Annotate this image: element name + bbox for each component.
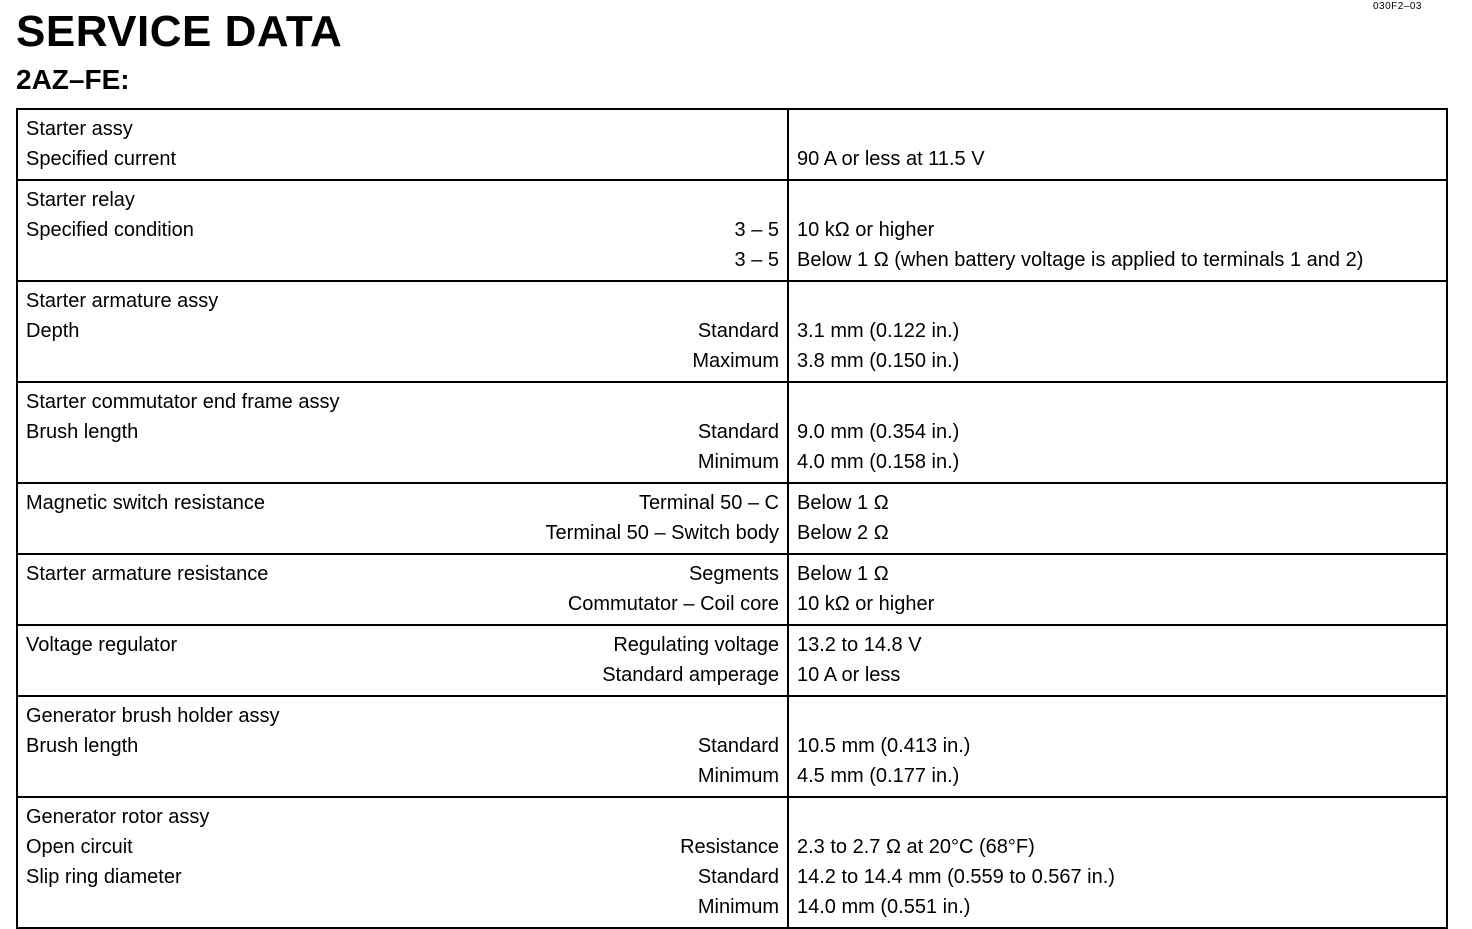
condition-label: Minimum <box>697 896 779 918</box>
spec-value: 14.0 mm (0.551 in.) <box>797 896 971 918</box>
item-cell <box>17 180 788 281</box>
item-line <box>26 892 779 922</box>
page-title: SERVICE DATA <box>16 7 343 56</box>
condition-label: Terminal 50 – Switch body <box>545 522 779 544</box>
item-label: Slip ring diameter <box>26 866 182 888</box>
document-code: 030F2–03 <box>1372 1 1422 12</box>
condition-label: 3 – 5 <box>734 249 779 271</box>
item-cell <box>17 696 788 797</box>
condition-label: Standard <box>697 421 779 443</box>
condition-label: Commutator – Coil core <box>567 593 779 615</box>
item-label: Depth <box>26 320 80 342</box>
item-label: Starter relay <box>26 189 135 211</box>
spec-value: Below 1 Ω <box>797 563 889 585</box>
spec-value <box>797 701 1438 731</box>
item-line <box>26 488 779 518</box>
condition-label: Resistance <box>680 836 779 858</box>
condition-label: Standard <box>697 735 779 757</box>
spec-value: 4.5 mm (0.177 in.) <box>797 765 960 787</box>
value-cell <box>788 281 1447 382</box>
spec-value: 10 kΩ or higher <box>797 219 935 241</box>
item-line <box>26 559 779 589</box>
item-label: Magnetic switch resistance <box>26 492 265 514</box>
spec-value: 10 kΩ or higher <box>797 593 935 615</box>
condition-label: Minimum <box>697 765 779 787</box>
condition-label: Terminal 50 – C <box>638 492 779 514</box>
value-cell <box>788 554 1447 625</box>
item-label: Generator rotor assy <box>26 806 210 828</box>
item-line <box>26 802 779 832</box>
item-label: Starter armature assy <box>26 290 219 312</box>
table-row <box>17 180 1447 281</box>
spec-value: 13.2 to 14.8 V <box>797 634 922 656</box>
item-label: Starter commutator end frame assy <box>26 391 340 413</box>
condition-label: 3 – 5 <box>734 219 779 241</box>
item-line <box>26 417 779 447</box>
condition-label: Minimum <box>697 451 779 473</box>
item-cell <box>17 109 788 180</box>
condition-label: Maximum <box>692 350 779 372</box>
item-line <box>26 660 779 690</box>
value-cell <box>788 382 1447 483</box>
spec-value: 10 A or less <box>797 664 901 686</box>
item-line <box>26 630 779 660</box>
condition-label: Standard <box>697 320 779 342</box>
spec-value: Below 1 Ω <box>797 492 889 514</box>
spec-value <box>797 114 1438 144</box>
item-line <box>26 518 779 548</box>
item-line <box>26 144 779 174</box>
item-line <box>26 731 779 761</box>
item-line <box>26 346 779 376</box>
table-row <box>17 696 1447 797</box>
engine-subtitle: 2AZ–FE: <box>16 64 130 95</box>
value-cell <box>788 180 1447 281</box>
item-cell <box>17 797 788 928</box>
spec-value: Below 1 Ω (when battery voltage is applied to terminals 1 and 2) <box>797 249 1364 271</box>
item-line <box>26 245 779 275</box>
table-row <box>17 483 1447 554</box>
condition-label: Segments <box>688 563 779 585</box>
table-row <box>17 281 1447 382</box>
service-data-table <box>16 108 1448 929</box>
item-label: Starter armature resistance <box>26 563 269 585</box>
item-label: Brush length <box>26 421 139 443</box>
item-line <box>26 447 779 477</box>
spec-value <box>797 802 1438 832</box>
table-row <box>17 797 1447 928</box>
item-line <box>26 832 779 862</box>
item-line <box>26 316 779 346</box>
item-cell <box>17 281 788 382</box>
value-cell <box>788 109 1447 180</box>
value-cell <box>788 625 1447 696</box>
spec-value: 3.1 mm (0.122 in.) <box>797 320 960 342</box>
item-label: Open circuit <box>26 836 133 858</box>
spec-value: 14.2 to 14.4 mm (0.559 to 0.567 in.) <box>797 866 1115 888</box>
item-cell <box>17 625 788 696</box>
item-cell <box>17 382 788 483</box>
table-row <box>17 109 1447 180</box>
table-row <box>17 554 1447 625</box>
item-line <box>26 761 779 791</box>
spec-value: Below 2 Ω <box>797 522 889 544</box>
condition-label: Standard amperage <box>602 664 779 686</box>
spec-value: 10.5 mm (0.413 in.) <box>797 735 971 757</box>
table-row <box>17 382 1447 483</box>
item-line <box>26 286 779 316</box>
item-line <box>26 862 779 892</box>
item-line <box>26 387 779 417</box>
service-data-table-body <box>17 109 1447 928</box>
item-line <box>26 589 779 619</box>
item-line <box>26 215 779 245</box>
item-line <box>26 114 779 144</box>
spec-value: 4.0 mm (0.158 in.) <box>797 451 960 473</box>
spec-value <box>797 185 1438 215</box>
spec-value <box>797 387 1438 417</box>
value-cell <box>788 483 1447 554</box>
spec-value: 2.3 to 2.7 Ω at 20°C (68°F) <box>797 836 1035 858</box>
table-row <box>17 625 1447 696</box>
value-cell <box>788 696 1447 797</box>
item-cell <box>17 554 788 625</box>
item-label: Starter assy <box>26 118 133 140</box>
item-line <box>26 701 779 731</box>
item-label: Generator brush holder assy <box>26 705 280 727</box>
spec-value <box>797 286 1438 316</box>
spec-value: 9.0 mm (0.354 in.) <box>797 421 960 443</box>
item-label: Brush length <box>26 735 139 757</box>
spec-value: 3.8 mm (0.150 in.) <box>797 350 960 372</box>
item-cell <box>17 483 788 554</box>
item-label: Specified condition <box>26 219 194 241</box>
condition-label: Regulating voltage <box>613 634 779 656</box>
condition-label: Standard <box>697 866 779 888</box>
spec-value: 90 A or less at 11.5 V <box>797 148 985 170</box>
item-line <box>26 185 779 215</box>
value-cell <box>788 797 1447 928</box>
item-label: Voltage regulator <box>26 634 178 656</box>
item-label: Specified current <box>26 148 177 170</box>
